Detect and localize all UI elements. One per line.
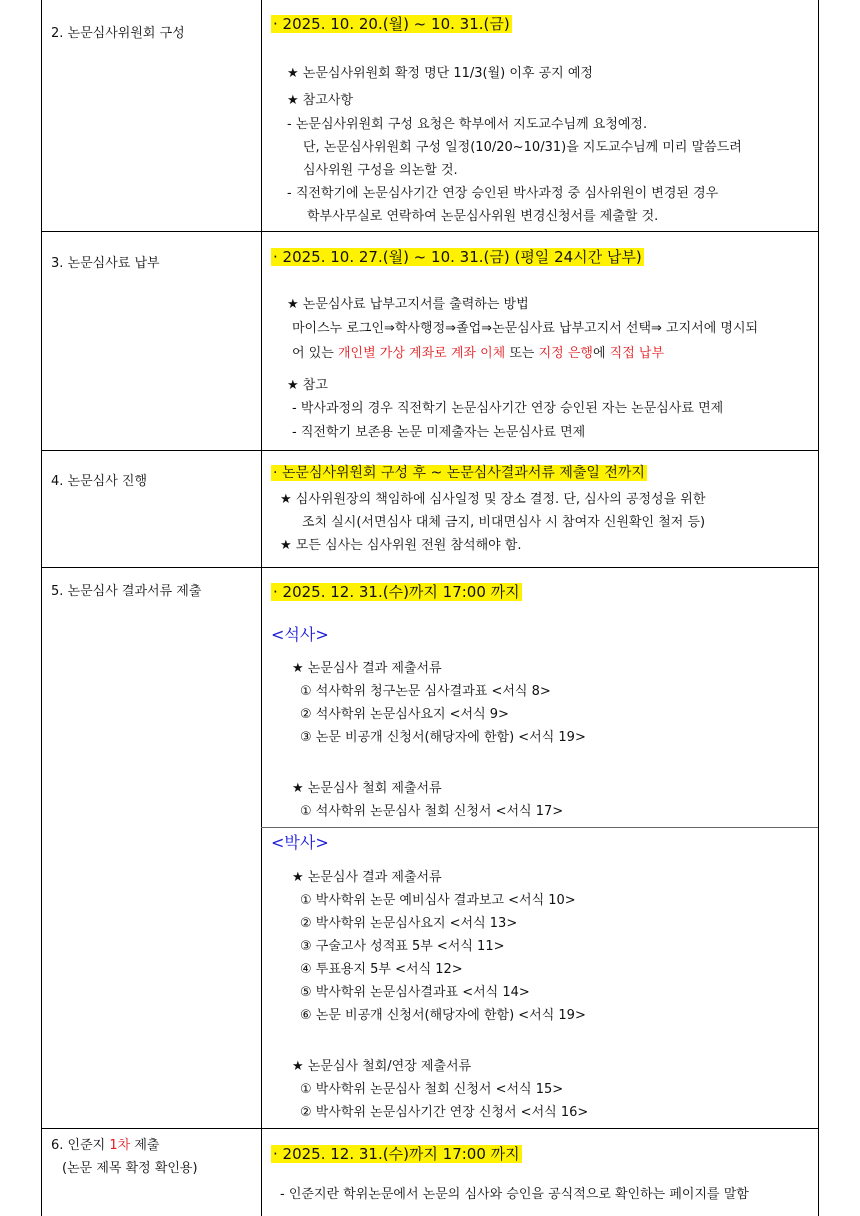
text-line: ★ 모든 심사는 심사위원 전원 참석해야 함.	[280, 538, 522, 553]
text-line: - 직전학기에 논문심사기간 연장 승인된 박사과정 중 심사위원이 변경된 경우	[287, 186, 719, 201]
text-line: ★ 논문심사 결과 제출서류	[292, 870, 442, 885]
text-line: ★ 논문심사 철회 제출서류	[292, 781, 442, 796]
date-review: · 논문심사위원회 구성 후 ~ 논문심사결과서류 제출일 전까지	[273, 465, 645, 481]
text-line: ★ 참고사항	[287, 93, 354, 108]
text-line: ★ 참고	[287, 378, 328, 393]
list-item: ① 석사학위 논문심사 철회 신청서 <서식 17>	[300, 804, 564, 819]
row-separator	[42, 450, 818, 451]
text-line: 조치 실시(서면심사 대체 금지, 비대면심사 시 참여자 신원확인 철저 등)	[302, 515, 706, 530]
document-table	[41, 0, 819, 1216]
list-item: ② 박사학위 논문심사요지 <서식 13>	[300, 916, 518, 931]
list-item: ① 석사학위 청구논문 심사결과표 <서식 8>	[300, 684, 551, 699]
date-committee: · 2025. 10. 20.(월) ~ 10. 31.(금)	[273, 15, 510, 33]
row-label-fee: 3. 논문심사료 납부	[51, 256, 160, 271]
row-label-committee: 2. 논문심사위원회 구성	[51, 26, 185, 41]
column-divider	[261, 0, 262, 1216]
text-line: ★ 논문심사료 납부고지서를 출력하는 방법	[287, 297, 529, 312]
list-item: ① 박사학위 논문심사 철회 신청서 <서식 15>	[300, 1082, 564, 1097]
text-line: 학부사무실로 연락하여 논문심사위원 변경신청서를 제출할 것.	[307, 209, 659, 224]
date-fee: · 2025. 10. 27.(월) ~ 10. 31.(금) (평일 24시간 납부)	[273, 248, 642, 266]
row-label-approval: 6. 인준지 1차 제출	[51, 1138, 160, 1153]
row-label-review: 4. 논문심사 진행	[51, 474, 148, 489]
list-item: ① 박사학위 논문 예비심사 결과보고 <서식 10>	[300, 893, 576, 908]
text-line: - 직전학기 보존용 논문 미제출자는 논문심사료 면제	[292, 425, 586, 440]
list-item: ③ 논문 비공개 신청서(해당자에 한함) <서식 19>	[300, 730, 586, 745]
sub-row-separator	[261, 827, 818, 828]
text-line: - 박사과정의 경우 직전학기 논문심사기간 연장 승인된 자는 논문심사료 면제	[292, 401, 724, 416]
row-separator	[42, 231, 818, 232]
row-separator	[42, 1128, 818, 1129]
text-line: 마이스누 로그인⇒학사행정⇒졸업⇒논문심사료 납부고지서 선택⇒ 고지서에 명시되	[292, 321, 759, 336]
text-line: 어 있는 개인별 가상 계좌로 계좌 이체 또는 지정 은행에 직접 납부	[292, 346, 665, 361]
text-line: 단, 논문심사위원회 구성 일정(10/20~10/31)을 지도교수님께 미리 말씀드려	[303, 140, 742, 155]
text-line: ★ 논문심사 철회/연장 제출서류	[292, 1059, 472, 1074]
row-label-result: 5. 논문심사 결과서류 제출	[51, 584, 202, 599]
row-separator	[42, 567, 818, 568]
list-item: ④ 투표용지 5부 <서식 12>	[300, 962, 463, 977]
masters-heading: <석사>	[271, 625, 329, 644]
doctoral-heading: <박사>	[271, 833, 329, 852]
list-item: ⑥ 논문 비공개 신청서(해당자에 한함) <서식 19>	[300, 1008, 586, 1023]
text-line: - 논문심사위원회 구성 요청은 학부에서 지도교수님께 요청예정.	[287, 117, 648, 132]
date-result: · 2025. 12. 31.(수)까지 17:00 까지	[273, 583, 520, 601]
text-line: 심사위원 구성을 의논할 것.	[303, 163, 458, 178]
text-line: ★ 논문심사 결과 제출서류	[292, 661, 442, 676]
list-item: ② 박사학위 논문심사기간 연장 신청서 <서식 16>	[300, 1105, 589, 1120]
list-item: ② 석사학위 논문심사요지 <서식 9>	[300, 707, 509, 722]
text-line: ★ 논문심사위원회 확정 명단 11/3(월) 이후 공지 예정	[287, 66, 593, 81]
text-line: - 인준지란 학위논문에서 논문의 심사와 승인을 공식적으로 확인하는 페이지를 말함	[280, 1187, 749, 1202]
row-label-approval-sub: (논문 제목 확정 확인용)	[62, 1161, 198, 1176]
date-approval: · 2025. 12. 31.(수)까지 17:00 까지	[273, 1145, 520, 1163]
list-item: ③ 구술고사 성적표 5부 <서식 11>	[300, 939, 505, 954]
text-line: ★ 심사위원장의 책임하에 심사일정 및 장소 결정. 단, 심사의 공정성을 위한	[280, 492, 706, 507]
list-item: ⑤ 박사학위 논문심사결과표 <서식 14>	[300, 985, 530, 1000]
